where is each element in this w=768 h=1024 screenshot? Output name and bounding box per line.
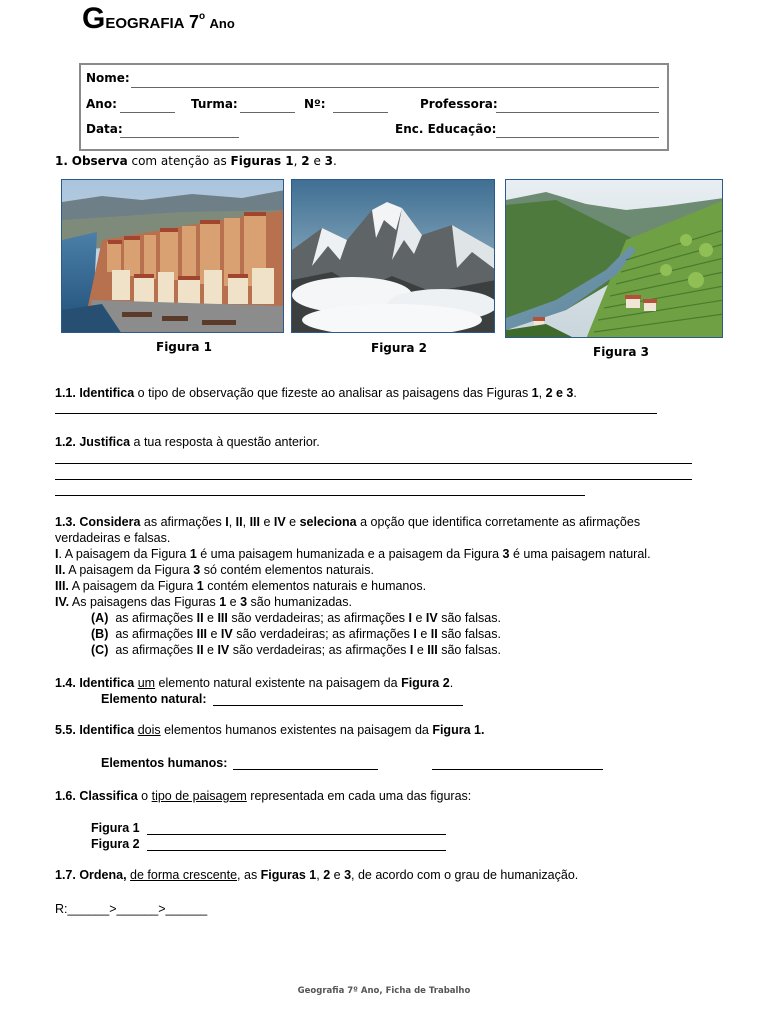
option-b[interactable]: (B) as afirmações III e IV são verdadeiras; as afirmações I e II são falsas. <box>91 627 501 641</box>
turma-field[interactable] <box>240 112 295 113</box>
elemento-humano-field-2[interactable] <box>432 769 603 770</box>
answer-line-1-2a[interactable] <box>55 463 692 464</box>
figure-2-caption: Figura 2 <box>371 341 427 355</box>
question-1-1: 1.1. Identifica o tipo de observação que fizeste ao analisar as paisagens das Figuras 1, 2 e 3. <box>55 386 577 400</box>
answer-line-1-2b[interactable] <box>55 479 692 480</box>
figura-1-label: Figura 1 <box>91 821 140 835</box>
question-1-7: 1.7. Ordena, de forma crescente, as Figuras 1, 2 e 3, de acordo com o grau de humanização. <box>55 868 579 882</box>
figure-3-caption: Figura 3 <box>593 345 649 359</box>
elementos-humanos-label: Elementos humanos: <box>101 756 228 770</box>
ordering-answer-field[interactable]: R:______>______>______ <box>55 902 208 916</box>
statement-ii: II. A paisagem da Figura 3 só contém elementos naturais. <box>55 563 374 577</box>
question-1: 1. Observa com atenção as Figuras 1, 2 e 3. <box>55 154 337 168</box>
professora-field[interactable] <box>496 112 659 113</box>
answer-line-1-2c[interactable] <box>55 495 585 496</box>
data-label: Data: <box>86 122 123 136</box>
figura-2-label: Figura 2 <box>91 837 140 851</box>
question-1-6: 1.6. Classifica o tipo de paisagem representada em cada uma das figuras: <box>55 789 472 803</box>
professora-label: Professora: <box>420 97 498 111</box>
data-field[interactable] <box>120 137 239 138</box>
elemento-humano-field-1[interactable] <box>233 769 378 770</box>
statement-iv: IV. As paisagens das Figuras 1 e 3 são humanizadas. <box>55 595 352 609</box>
option-c[interactable]: (C) as afirmações II e IV são verdadeiras; as afirmações I e III são falsas. <box>91 643 501 657</box>
question-1-3: 1.3. Considera as afirmações I, II, III e IV e seleciona a opção que identifica corretamente as afirmações <box>55 515 641 529</box>
statement-iii: III. A paisagem da Figura 1 contém elementos naturais e humanos. <box>55 579 427 593</box>
nome-label: Nome: <box>86 71 130 85</box>
figura-2-field[interactable] <box>147 850 446 851</box>
option-a[interactable]: (A) as afirmações II e III são verdadeiras; as afirmações I e IV são falsas. <box>91 611 501 625</box>
enc-educacao-label: Enc. Educação: <box>395 122 497 136</box>
elemento-natural-field[interactable] <box>213 705 463 706</box>
question-1-3-line2: verdadeiras e falsas. <box>55 531 171 545</box>
figure-1-caption: Figura 1 <box>156 340 212 354</box>
question-1-2: 1.2. Justifica a tua resposta à questão anterior. <box>55 435 320 449</box>
page-title: GEOGRAFIA 7$^o$ Ano <box>82 2 235 35</box>
question-5-5: 5.5. Identifica dois elementos humanos existentes na paisagem da Figura 1. <box>55 723 485 737</box>
enc-educacao-field[interactable] <box>496 137 659 138</box>
figure-1-porto-image <box>61 179 284 333</box>
page-footer: Geografia 7º Ano, Ficha de Trabalho <box>297 986 471 996</box>
numero-label: Nº: <box>304 97 326 111</box>
question-1-4: 1.4. Identifica um elemento natural existente na paisagem da Figura 2. <box>55 676 454 690</box>
figure-3-douro-valley-image <box>505 179 723 338</box>
numero-field[interactable] <box>333 112 388 113</box>
figure-2-mountain-image <box>291 179 495 333</box>
ano-label: Ano: <box>86 97 117 111</box>
turma-label: Turma: <box>191 97 238 111</box>
nome-field[interactable] <box>131 87 659 88</box>
statement-i: I. A paisagem da Figura 1 é uma paisagem humanizada e a paisagem da Figura 3 é uma paisagem natural. <box>55 547 651 561</box>
ano-field[interactable] <box>120 112 175 113</box>
answer-line-1-1[interactable] <box>55 413 657 414</box>
figura-1-field[interactable] <box>147 834 446 835</box>
elemento-natural-label: Elemento natural: <box>101 692 207 706</box>
